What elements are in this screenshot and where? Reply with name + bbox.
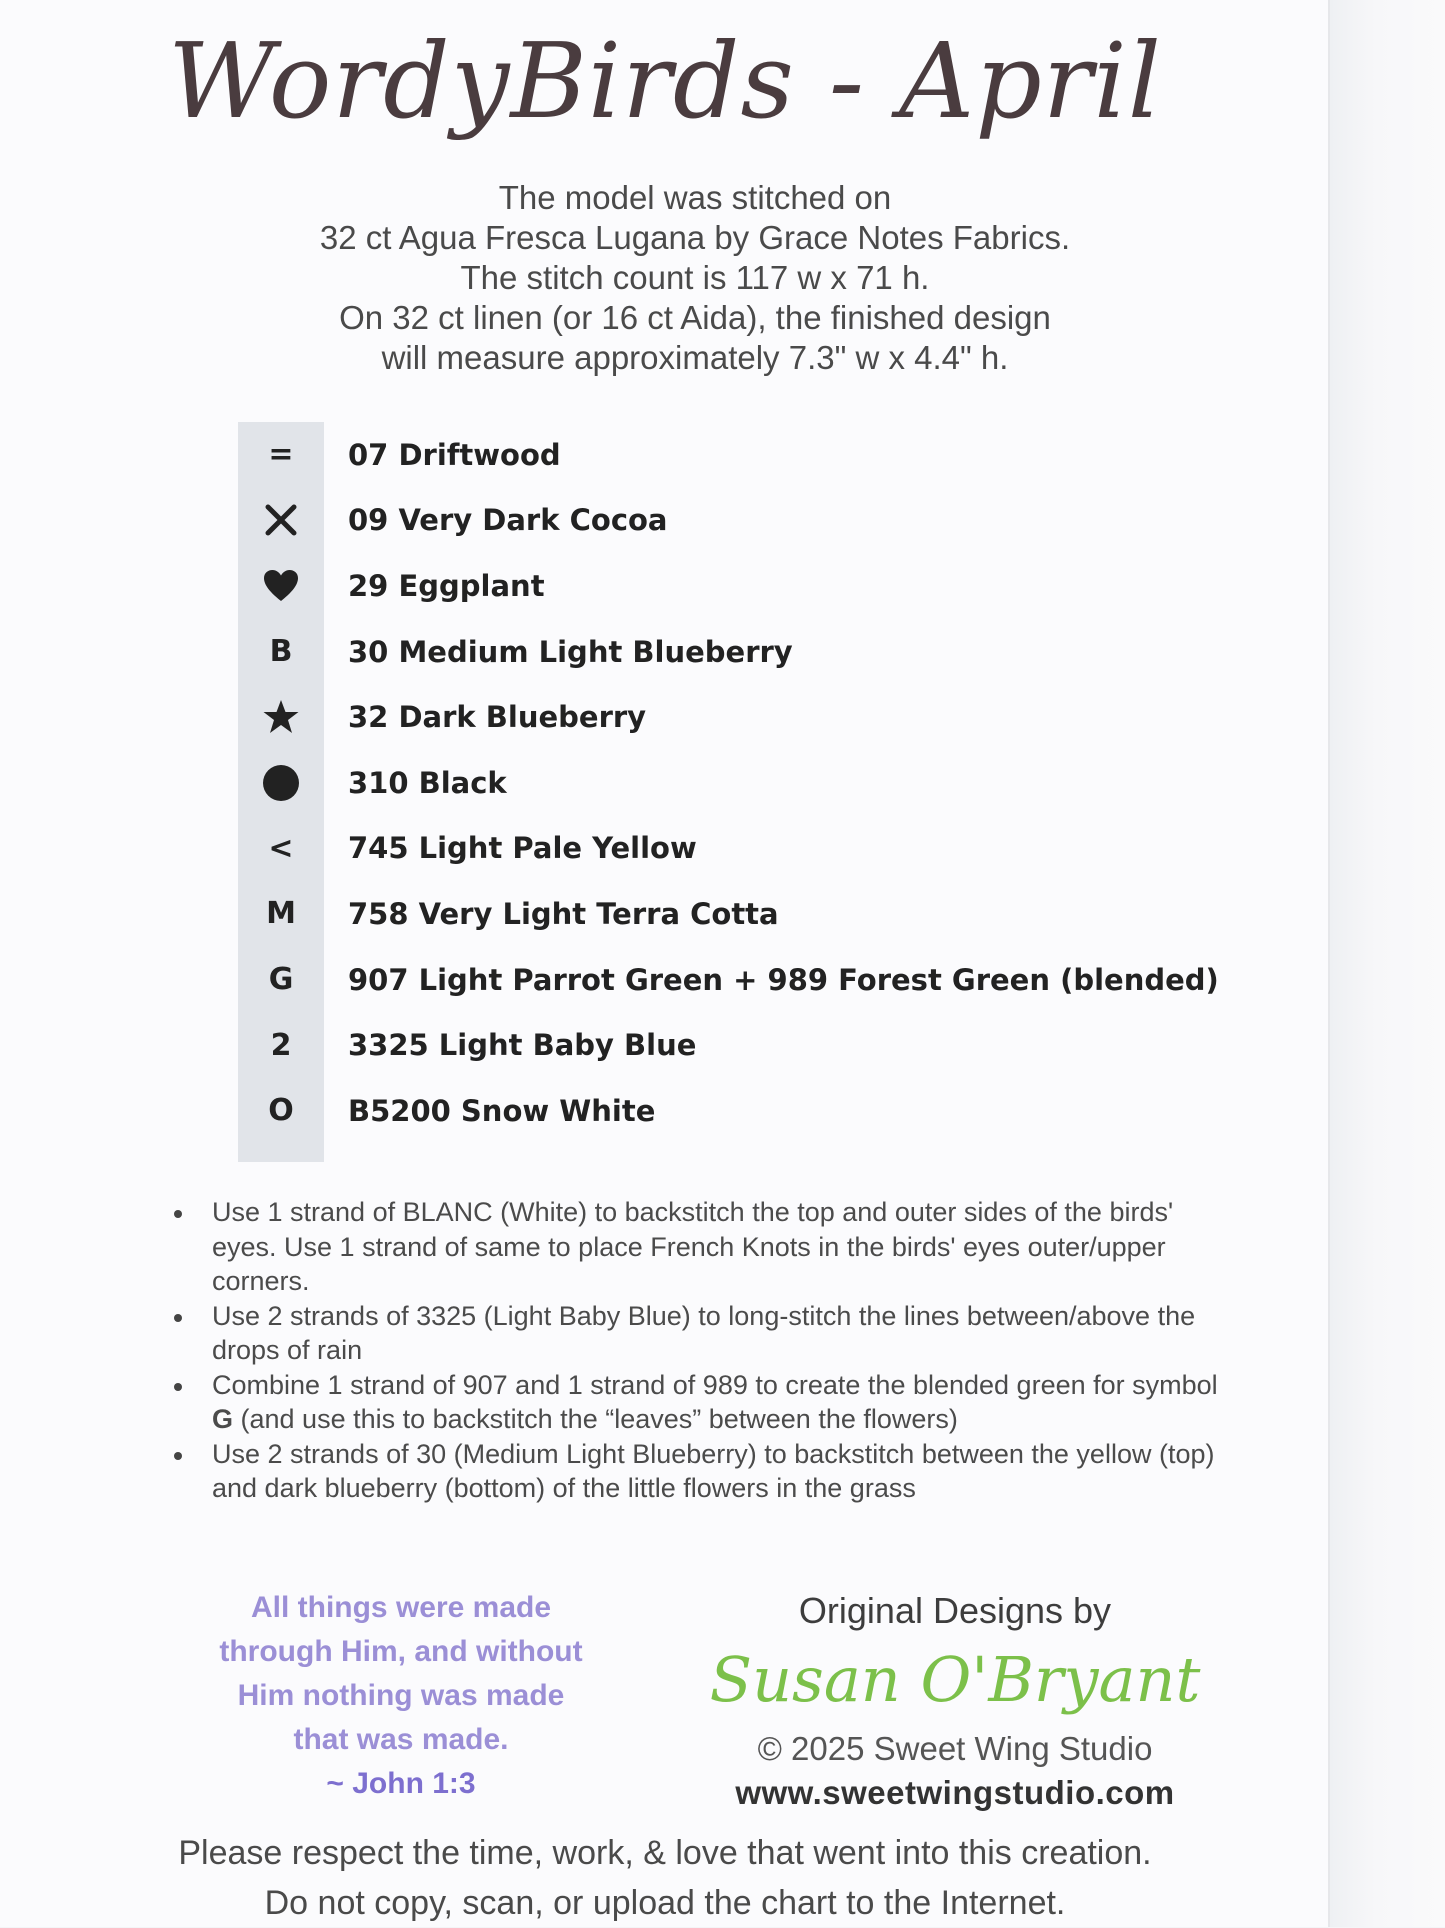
- legend-row: [238, 750, 1238, 816]
- footer-line: Do not copy, scan, or upload the chart to the Internet.: [264, 1884, 1066, 1922]
- thread-name: 29 Eggplant: [348, 568, 545, 603]
- copyright-request: [0, 1828, 1330, 1928]
- stitching-notes: [170, 1195, 1230, 1506]
- scan-margin: [1330, 0, 1445, 1927]
- thread-legend: [238, 422, 1238, 1144]
- legend-row: [238, 684, 1238, 750]
- cross-icon: [238, 488, 324, 554]
- thread-name: 32 Dark Blueberry: [348, 700, 647, 735]
- intro-line: 32 ct Agua Fresca Lugana by Grace Notes Fabrics.: [319, 219, 1071, 256]
- note-item: Combine 1 strand of 907 and 1 strand of 989 to create the blended green for symbol G (and use this to backstitch the “leaves” between the flowers): [170, 1368, 1230, 1437]
- thread-name: 745 Light Pale Yellow: [348, 831, 697, 866]
- designer-signature: Susan O'Bryant: [709, 1643, 1201, 1716]
- quote-line: All things were made: [250, 1591, 552, 1624]
- legend-row: [238, 422, 1238, 488]
- intro-line: On 32 ct linen (or 16 ct Aida), the finished design: [339, 299, 1051, 336]
- note-item: Use 2 strands of 3325 (Light Baby Blue) to long-stitch the lines between/above the drops of rain: [170, 1299, 1230, 1368]
- digit-2-icon: 2: [270, 1027, 292, 1063]
- equals-icon: =: [268, 437, 294, 473]
- thread-name: 30 Medium Light Blueberry: [348, 634, 793, 669]
- website-link[interactable]: www.sweetwingstudio.com: [735, 1774, 1175, 1811]
- quote-line: that was made.: [293, 1723, 509, 1756]
- thread-name: 07 Driftwood: [348, 437, 561, 472]
- copyright-notice: © 2025 Sweet Wing Studio: [757, 1730, 1153, 1767]
- quote-line: Him nothing was made: [237, 1679, 565, 1712]
- heart-icon: [238, 553, 324, 619]
- legend-row: [238, 1078, 1238, 1144]
- letter-o-icon: O: [268, 1093, 294, 1129]
- symbol-g-ref: G: [212, 1404, 234, 1434]
- star-icon: [238, 684, 324, 750]
- designer-credits: [700, 1590, 1210, 1812]
- legend-row: [238, 553, 1238, 619]
- legend-row: [238, 488, 1238, 554]
- legend-row: [238, 881, 1238, 947]
- intro-line: The stitch count is 117 w x 71 h.: [460, 259, 930, 296]
- thread-name: 3325 Light Baby Blue: [348, 1028, 697, 1063]
- footer-line: Please respect the time, work, & love that went into this creation.: [178, 1834, 1152, 1872]
- legend-row: [238, 619, 1238, 685]
- intro-line: The model was stitched on: [498, 179, 892, 216]
- quote-line: through Him, and without: [219, 1635, 583, 1668]
- circle-icon: [238, 750, 324, 816]
- letter-b-icon: B: [269, 634, 293, 670]
- thread-name: B5200 Snow White: [348, 1093, 656, 1128]
- note-item: Use 1 strand of BLANC (White) to backstitch the top and outer sides of the birds' eyes. Use 1 strand of same to place French Knots in the birds' eyes outer/upper corners.: [170, 1195, 1230, 1299]
- note-item: Use 2 strands of 30 (Medium Light Blueberry) to backstitch between the yellow (top) and dark blueberry (bottom) of the little flowers in the grass: [170, 1437, 1230, 1506]
- thread-name: 907 Light Parrot Green + 989 Forest Green (blended): [348, 962, 1219, 997]
- letter-m-icon: M: [266, 896, 296, 932]
- legend-row: [238, 816, 1238, 882]
- legend-row: [238, 947, 1238, 1013]
- intro-line: will measure approximately 7.3" w x 4.4" h.: [381, 339, 1009, 376]
- scripture-quote: [180, 1586, 622, 1806]
- fabric-info: [0, 178, 1390, 378]
- letter-g-icon: G: [268, 962, 294, 998]
- thread-name: 758 Very Light Terra Cotta: [348, 896, 779, 931]
- less-than-icon: <: [268, 830, 294, 866]
- scripture-reference: ~ John 1:3: [326, 1767, 476, 1800]
- thread-name: 310 Black: [348, 765, 507, 800]
- original-designs-label: Original Designs by: [798, 1590, 1112, 1631]
- thread-name: 09 Very Dark Cocoa: [348, 503, 668, 538]
- pattern-title: WordyBirds - April: [167, 20, 1162, 142]
- legend-row: [238, 1012, 1238, 1078]
